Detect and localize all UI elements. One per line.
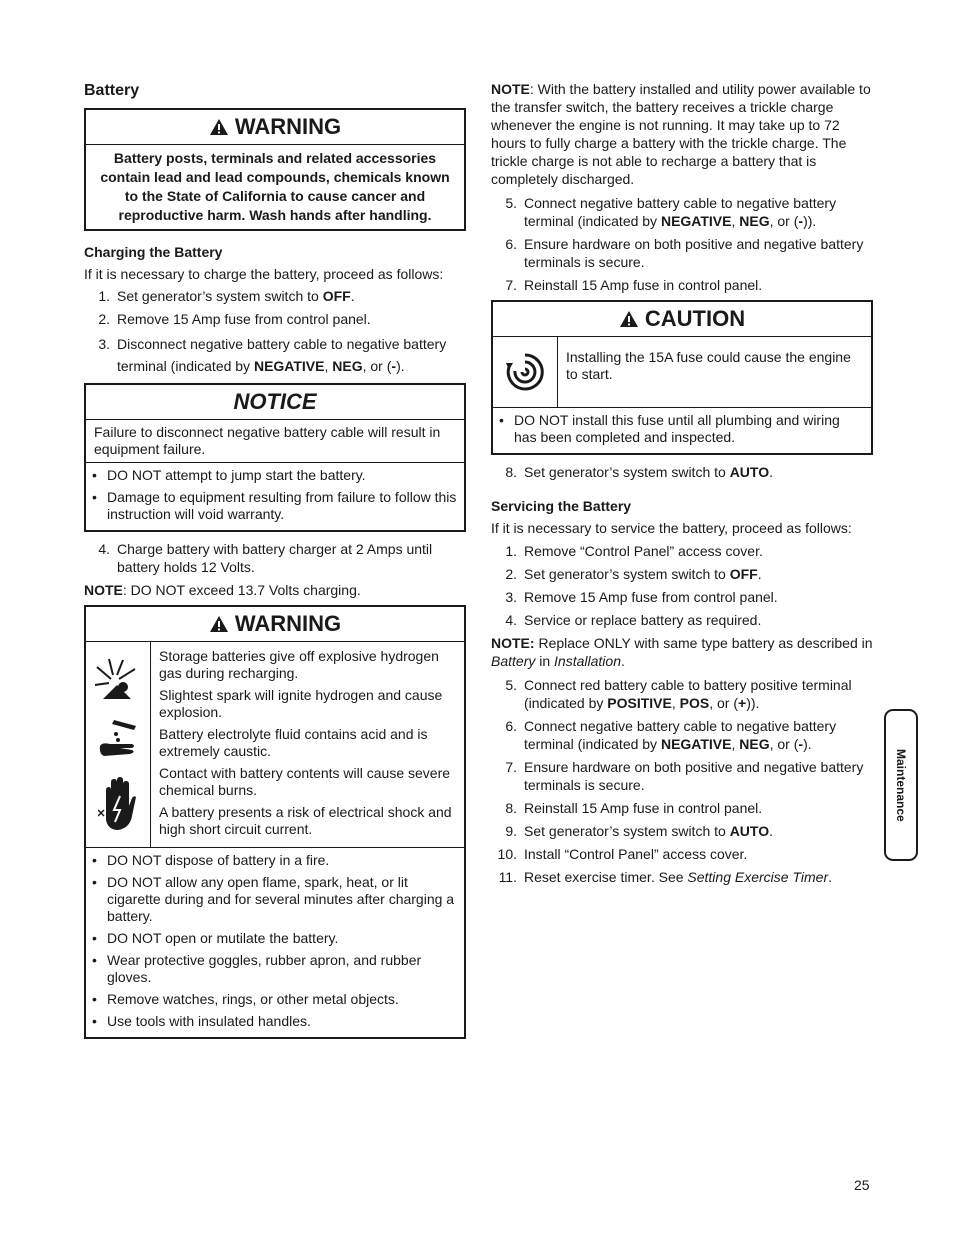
step-text: Remove 15 Amp fuse from control panel. xyxy=(524,589,778,605)
step-item xyxy=(491,235,873,271)
step-italic: Setting Exercise Timer xyxy=(687,869,829,885)
step-text: Install “Control Panel” access cover. xyxy=(524,846,748,862)
step-text: Set generator’s system switch to xyxy=(524,566,730,582)
step-item xyxy=(491,676,873,712)
step-number: 2. xyxy=(98,311,110,327)
step-number: 7. xyxy=(505,759,517,775)
step-item xyxy=(491,822,873,840)
step-text: Connect negative battery cable to negative battery terminal (indicated by xyxy=(524,195,837,229)
caution-title-text: CAUTION xyxy=(644,306,746,331)
step-sep: , or ( xyxy=(769,736,799,752)
caution-text xyxy=(558,337,871,407)
step-number: 8. xyxy=(505,800,517,816)
step-end: )). xyxy=(803,213,817,229)
step-end: . xyxy=(757,566,762,582)
servicing-steps-cont xyxy=(491,676,873,886)
bullet-item: • Use tools with insulated handles. xyxy=(92,1013,458,1030)
automatic-start-icon xyxy=(504,351,546,393)
step-item xyxy=(491,611,873,629)
step-end: . xyxy=(769,823,773,839)
step-number: 6. xyxy=(505,718,517,734)
note-italic: Battery xyxy=(491,653,536,669)
bullet-item: • DO NOT open or mutilate the battery. xyxy=(92,930,458,947)
step-bold: POS xyxy=(679,695,710,711)
bullet-item: • DO NOT dispose of battery in a fire. xyxy=(92,852,458,869)
step-text: Ensure hardware on both positive and negative battery terminals is secure. xyxy=(524,759,864,793)
note-text: Replace ONLY with same type battery as described in xyxy=(534,635,873,651)
servicing-intro: If it is necessary to service the battery, proceed as follows: xyxy=(491,520,852,536)
step-number: 5. xyxy=(505,677,517,693)
notice-bullets xyxy=(86,463,464,530)
hazard-paragraph: Contact with battery contents will cause severe chemical burns. xyxy=(159,765,451,798)
step-text: Set generator’s system switch to xyxy=(524,464,730,480)
step-number: 5. xyxy=(505,195,517,211)
step-bold: - xyxy=(798,213,804,229)
section-tab-maintenance xyxy=(884,709,918,861)
step-bold: OFF xyxy=(322,288,351,304)
step-number: 11. xyxy=(498,869,517,885)
warning-box-battery xyxy=(84,605,466,1039)
charging-steps-right-cont xyxy=(491,463,873,481)
step-text: Ensure hardware on both positive and negative battery terminals is secure. xyxy=(524,236,864,270)
step-item xyxy=(491,799,873,817)
bullet-item: • DO NOT install this fuse until all plumbing and wiring has been completed and inspected. xyxy=(499,412,865,446)
caution-paragraph: Installing the 15A fuse could cause the engine to start. xyxy=(566,349,851,382)
step-number: 8. xyxy=(505,464,517,480)
step-sep: , or ( xyxy=(709,695,738,711)
step-item xyxy=(491,717,873,753)
step-number: 10. xyxy=(497,846,517,862)
step-sep: , xyxy=(731,736,740,752)
step-text: Disconnect negative battery cable to negative battery terminal (indicated by xyxy=(117,336,447,374)
caution-title xyxy=(493,302,871,337)
step-sep: , xyxy=(671,695,680,711)
warning-title-text: WARNING xyxy=(234,114,342,139)
notice-title: NOTICE xyxy=(86,385,464,420)
step-text: Charge battery with battery charger at 2 Amps until battery holds 12 Volts. xyxy=(117,541,433,575)
step-end: ). xyxy=(803,736,812,752)
step-bold: NEGATIVE xyxy=(660,736,732,752)
servicing-steps xyxy=(491,542,873,629)
hazard-paragraph: Battery electrolyte fluid contains acid and is extremely caustic. xyxy=(159,726,428,759)
step-item xyxy=(84,540,466,576)
step-text: Set generator’s system switch to xyxy=(524,823,730,839)
step-item xyxy=(491,588,873,606)
bullet-item: • DO NOT allow any open flame, spark, heat, or lit cigarette during and for several minutes after charging a battery. xyxy=(92,874,458,925)
charging-intro: If it is necessary to charge the battery, proceed as follows: xyxy=(84,266,444,282)
bullet-item: • DO NOT attempt to jump start the battery. xyxy=(92,467,458,484)
note-label: NOTE: xyxy=(491,635,535,651)
warning-title xyxy=(86,110,464,145)
bullet-item: • Damage to equipment resulting from failure to follow this instruction will void warranty. xyxy=(92,489,458,523)
note-end: . xyxy=(620,653,625,669)
step-number: 1. xyxy=(505,543,517,559)
note xyxy=(84,581,466,599)
step-item xyxy=(491,868,873,886)
caution-row xyxy=(493,337,871,408)
step-bold: - xyxy=(798,736,804,752)
note-label: NOTE xyxy=(491,81,530,97)
step-number: 3. xyxy=(98,336,110,352)
step-item xyxy=(491,845,873,863)
page-number: 25 xyxy=(854,1177,870,1193)
note-text: in xyxy=(535,653,555,669)
step-number: 9. xyxy=(505,823,517,839)
chemical-burn-icon xyxy=(96,718,140,758)
step-text: Reset exercise timer. See xyxy=(524,869,688,885)
step-item xyxy=(491,276,873,294)
warning-triangle-icon xyxy=(209,118,229,136)
bullet-item: • Remove watches, rings, or other metal objects. xyxy=(92,991,458,1008)
step-sep: , or ( xyxy=(769,213,799,229)
step-item xyxy=(491,565,873,583)
step-bold: + xyxy=(738,695,747,711)
electric-shock-icon xyxy=(98,776,138,832)
step-sep: , xyxy=(731,213,740,229)
step-text: Set generator’s system switch to xyxy=(117,288,323,304)
section-heading: Battery xyxy=(84,82,140,99)
step-bold: AUTO xyxy=(729,823,770,839)
step-number: 4. xyxy=(505,612,517,628)
warning-text: Battery posts, terminals and related accessories contain lead and lead compounds, chemicals known to the State of California to cause cancer and reproductive harm. Wash hands after handling. xyxy=(100,150,450,223)
step-end: . xyxy=(828,869,832,885)
servicing-subhead: Servicing the Battery xyxy=(491,498,632,514)
note-text: : DO NOT exceed 13.7 Volts charging. xyxy=(122,582,361,598)
warning-bullets xyxy=(86,848,464,1037)
charging-steps xyxy=(84,287,466,377)
step-item xyxy=(84,310,466,328)
step-item xyxy=(491,758,873,794)
hazard-text xyxy=(151,642,464,847)
step-text: Service or replace battery as required. xyxy=(524,612,762,628)
step-bold: POSITIVE xyxy=(607,695,672,711)
caution-icon-cell xyxy=(493,337,558,407)
hazard-paragraph: A battery presents a risk of electrical shock and high short circuit current. xyxy=(159,804,452,837)
note-label: NOTE xyxy=(84,582,123,598)
caution-bullets xyxy=(493,408,871,453)
notice-text: Failure to disconnect negative battery cable will result in equipment failure. xyxy=(86,420,464,463)
step-text: Connect negative battery cable to negative battery terminal (indicated by xyxy=(524,718,837,752)
warning-box-lead xyxy=(84,108,466,231)
step-number: 2. xyxy=(505,566,517,582)
charging-steps-cont xyxy=(84,540,466,576)
step-number: 3. xyxy=(505,589,517,605)
warning-title-text: WARNING xyxy=(234,611,342,636)
step-end: . xyxy=(350,288,355,304)
left-column xyxy=(84,80,466,1047)
step-bold: NEGATIVE xyxy=(660,213,732,229)
step-text: Connect red battery cable to battery positive terminal (indicated by xyxy=(524,677,852,711)
step-bold: NEG xyxy=(739,213,770,229)
step-end: . xyxy=(769,464,773,480)
warning-triangle-icon xyxy=(209,615,229,633)
hazard-paragraph: Storage batteries give off explosive hydrogen gas during recharging. xyxy=(159,648,439,681)
hazard-paragraph: Slightest spark will ignite hydrogen and cause explosion. xyxy=(159,687,443,720)
step-sep: , xyxy=(324,358,333,374)
step-bold: OFF xyxy=(729,566,758,582)
step-text: Reinstall 15 Amp fuse in control panel. xyxy=(524,277,763,293)
step-end: )). xyxy=(746,695,760,711)
step-text: Remove 15 Amp fuse from control panel. xyxy=(117,311,371,327)
caution-box xyxy=(491,300,873,455)
step-item xyxy=(84,287,466,305)
step-item xyxy=(491,463,873,481)
step-end: ). xyxy=(396,358,405,374)
servicing-note xyxy=(491,634,873,670)
bullet-item: • Wear protective goggles, rubber apron, and rubber gloves. xyxy=(92,952,458,986)
warning-title xyxy=(86,607,464,642)
right-column xyxy=(491,80,873,891)
charging-subhead: Charging the Battery xyxy=(84,244,223,260)
charging-steps-right xyxy=(491,194,873,294)
step-number: 7. xyxy=(505,277,517,293)
note-text: : With the battery installed and utility power available to the transfer switch, the battery receives a trickle charge whenever the engine is not running. It may take up to 72 hours to fully charge a battery with the trickle charge. The trickle charge is not able to recharge a battery that is completely discharged. xyxy=(491,81,871,187)
step-bold: AUTO xyxy=(729,464,770,480)
step-bold: NEG xyxy=(739,736,770,752)
explosion-icon xyxy=(93,657,143,701)
hazard-row xyxy=(86,642,464,848)
step-sep: , or ( xyxy=(362,358,392,374)
step-item xyxy=(491,194,873,230)
step-bold: NEG xyxy=(332,358,363,374)
note-italic: Installation xyxy=(554,653,621,669)
step-number: 1. xyxy=(98,288,110,304)
step-bold: NEGATIVE xyxy=(253,358,325,374)
hazard-icons xyxy=(86,642,151,847)
step-number: 4. xyxy=(98,541,110,557)
notice-box xyxy=(84,383,466,532)
step-item xyxy=(491,542,873,560)
section-tab-label: Maintenance xyxy=(894,748,908,822)
note xyxy=(491,80,873,188)
step-item xyxy=(84,333,466,377)
step-text: Remove “Control Panel” access cover. xyxy=(524,543,763,559)
warning-triangle-icon xyxy=(619,310,639,328)
step-text: Reinstall 15 Amp fuse in control panel. xyxy=(524,800,763,816)
step-number: 6. xyxy=(505,236,517,252)
step-bold: - xyxy=(391,358,397,374)
